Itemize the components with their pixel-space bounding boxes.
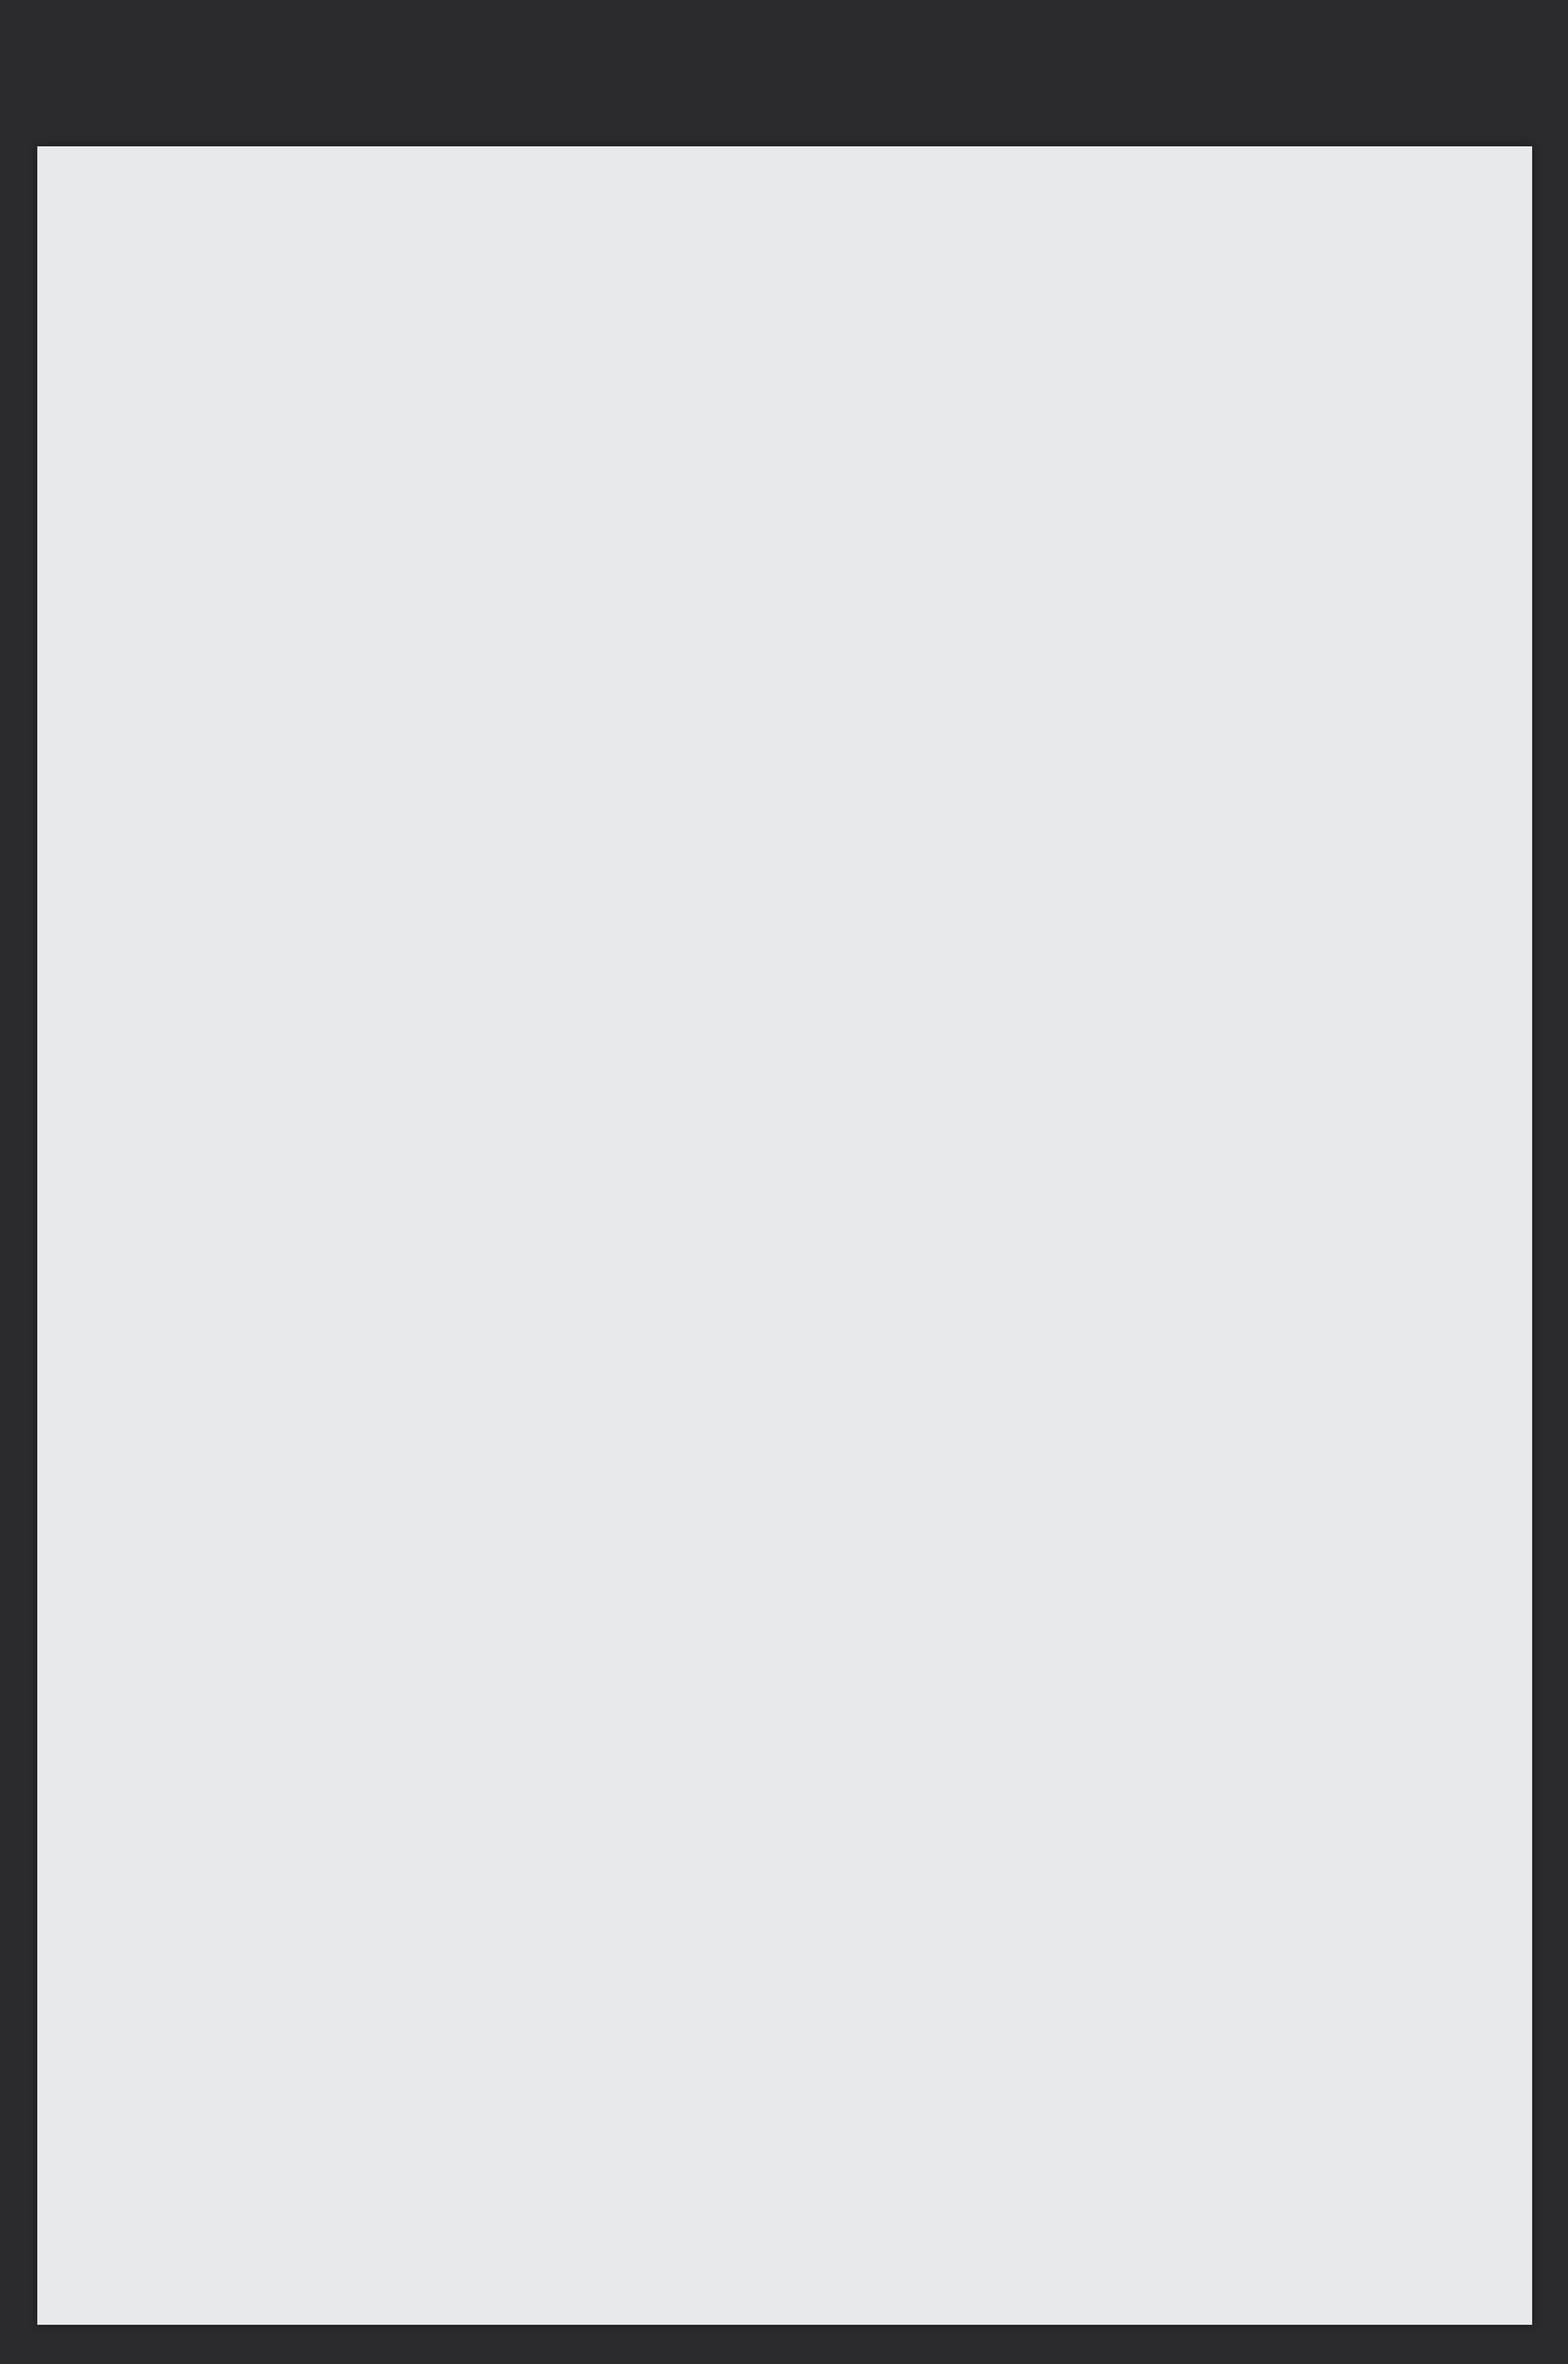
paper-sheet — [37, 146, 1532, 2325]
section-heading — [298, 1122, 310, 1156]
